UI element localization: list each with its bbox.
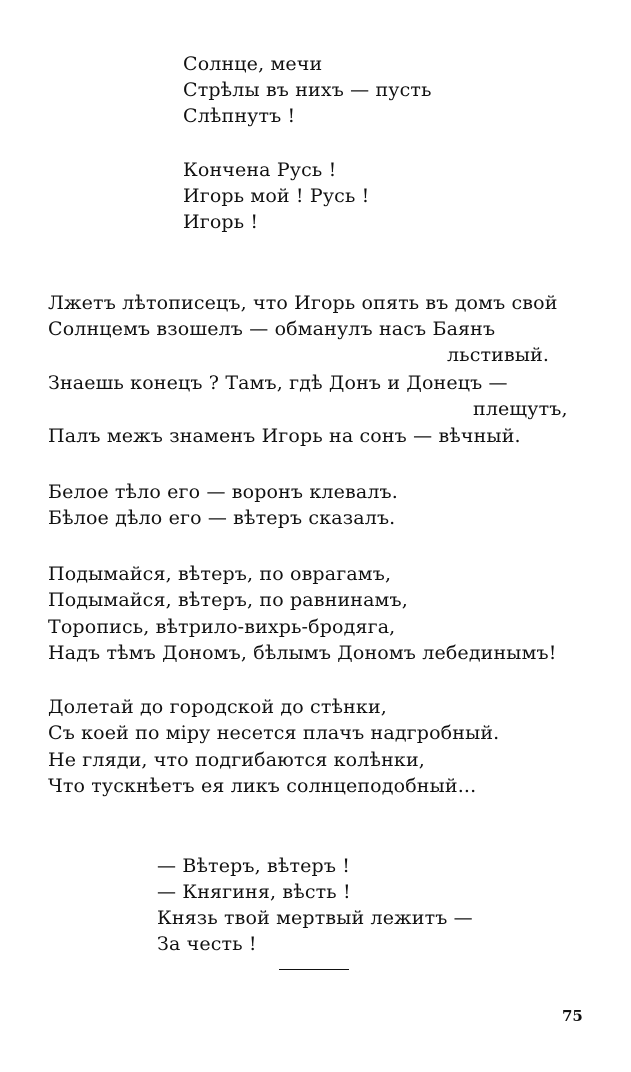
poem-line: Палъ межъ знаменъ Игорь на сонъ — вѣчный. — [48, 425, 521, 447]
poem-line: — Вѣтеръ, вѣтеръ ! — [157, 855, 351, 877]
poem-line: Торопись, вѣтрило-вихрь-бродяга, — [48, 616, 396, 638]
poem-line: Белое тѣло его — воронъ клевалъ. — [48, 481, 398, 503]
poem-line: Князь твой мертвый лежитъ — — [157, 907, 473, 929]
poem-line: Не гляди, что подгибаются колѣнки, — [48, 749, 425, 771]
poem-line: Игорь мой ! Русь ! — [183, 185, 370, 207]
poem-line: Бѣлое дѣло его — вѣтеръ сказалъ. — [48, 507, 396, 529]
poem-line: Съ коей по міру несется плачъ надгробный. — [48, 722, 500, 744]
poem-line: Знаешь конецъ ? Тамъ, гдѣ Донъ и Донецъ — — [48, 372, 508, 394]
poem-line: Что тускнѣетъ ея ликъ солнцеподобный... — [48, 775, 477, 797]
poem-line: За честь ! — [157, 933, 257, 955]
poem-line: Солнце, мечи — [183, 53, 323, 75]
poem-line: Надъ тѣмъ Дономъ, бѣлымъ Дономъ лебединымъ! — [48, 642, 557, 664]
poem-line: — Княгиня, вѣсть ! — [157, 881, 351, 903]
poem-line: Подымайся, вѣтеръ, по оврагамъ, — [48, 563, 392, 585]
poem-line: Солнцемъ взошелъ — обманулъ насъ Баянъ — [48, 318, 496, 340]
poem-line-continuation: льстивый. — [447, 344, 550, 366]
poem-line: Кончена Русь ! — [183, 159, 337, 181]
poem-line: Стрѣлы въ нихъ — пусть — [183, 79, 432, 101]
poem-line: Слѣпнутъ ! — [183, 105, 296, 127]
poem-line: Игорь ! — [183, 211, 259, 233]
poem-line: Долетай до городской до стѣнки, — [48, 696, 387, 718]
section-divider — [279, 969, 349, 970]
poem-line: Лжетъ лѣтописецъ, что Игорь опять въ домъ свой — [48, 292, 558, 314]
poem-line: Подымайся, вѣтеръ, по равнинамъ, — [48, 589, 408, 611]
poem-line-continuation: плещутъ, — [473, 398, 568, 420]
page-number: 75 — [562, 1007, 583, 1025]
